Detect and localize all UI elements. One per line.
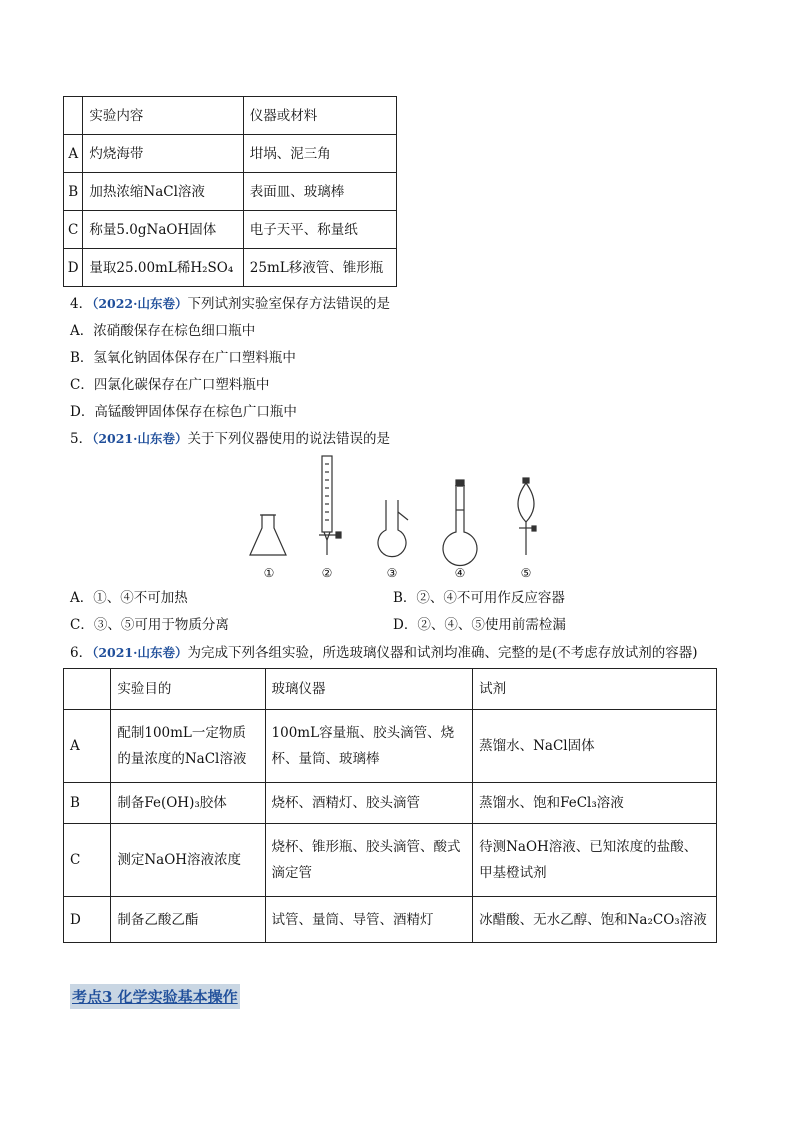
table-cell: 量取25.00mL稀H₂SO₄	[83, 249, 243, 287]
option-d: D．②、④、⑤使用前需检漏	[393, 617, 566, 633]
table-row	[64, 135, 397, 173]
table-cell: 烧杯、酒精灯、胶头滴管	[265, 783, 473, 824]
conical-flask-icon	[250, 515, 286, 555]
question-source: （2021·山东卷）	[92, 431, 188, 446]
question-text: 下列试剂实验室保存方法错误的是	[187, 296, 390, 312]
distilling-flask-icon	[378, 500, 408, 557]
table-cell: A	[64, 710, 111, 783]
option-a: A．①、④不可加热	[70, 590, 188, 606]
question-4-stem	[70, 292, 390, 312]
question-source: （2021·山东卷）	[92, 645, 188, 660]
option-c: C．四氯化碳保存在广口塑料瓶中	[70, 377, 270, 393]
table-cell: 测定NaOH溶液浓度	[111, 824, 265, 897]
table-cell	[64, 669, 111, 710]
question-number: 5．	[70, 431, 93, 447]
table-header-cell: 实验内容	[83, 97, 243, 135]
table-row	[64, 173, 397, 211]
table-row	[64, 783, 717, 824]
table-cell	[64, 97, 83, 135]
table-cell: C	[64, 824, 111, 897]
table-cell: 试管、量筒、导管、酒精灯	[265, 897, 473, 943]
figure-label-2: ②	[321, 566, 333, 580]
table-cell: 冰醋酸、无水乙醇、饱和Na₂CO₃溶液	[473, 897, 717, 943]
table-header-cell: 试剂	[473, 669, 717, 710]
table-row	[64, 211, 397, 249]
table-cell: B	[64, 783, 111, 824]
table-cell: 蒸馏水、饱和FeCl₃溶液	[473, 783, 717, 824]
table-cell: 电子天平、称量纸	[243, 211, 396, 249]
question-text: 为完成下列各组实验，所选玻璃仪器和试剂均准确、完整的是(不考虑存放试剂的容器)	[187, 645, 698, 661]
burette-icon	[319, 456, 341, 555]
option-b: B．氢氧化钠固体保存在广口塑料瓶中	[70, 350, 296, 366]
table-cell: 蒸馏水、NaCl固体	[473, 710, 717, 783]
option-a: A．浓硝酸保存在棕色细口瓶中	[70, 323, 256, 339]
section-heading: 考点3 化学实验基本操作	[70, 984, 240, 1009]
table-row	[64, 97, 397, 135]
table-cell: 坩埚、泥三角	[243, 135, 396, 173]
table-cell: 待测NaOH溶液、已知浓度的盐酸、甲基橙试剂	[473, 824, 717, 897]
figure-label-3: ③	[386, 566, 398, 580]
table-cell: 配制100mL一定物质的量浓度的NaCl溶液	[111, 710, 265, 783]
table-row	[64, 824, 717, 897]
table-cell: 表面皿、玻璃棒	[243, 173, 396, 211]
table-cell: 制备Fe(OH)₃胶体	[111, 783, 265, 824]
figure-label-1: ①	[263, 566, 275, 580]
figure-label-5: ⑤	[520, 566, 532, 580]
table-cell: D	[64, 249, 83, 287]
question-6-stem	[70, 641, 698, 661]
table-cell: A	[64, 135, 83, 173]
table-row	[64, 669, 717, 710]
question-source: （2022·山东卷）	[92, 296, 188, 311]
table-row	[64, 710, 717, 783]
table-cell: 烧杯、锥形瓶、胶头滴管、酸式滴定管	[265, 824, 473, 897]
volumetric-flask-icon	[443, 480, 477, 566]
table-cell: D	[64, 897, 111, 943]
table-header-cell: 仪器或材料	[243, 97, 396, 135]
option-b: B．②、④不可用作反应容器	[393, 590, 565, 606]
table-row	[64, 897, 717, 943]
question-number: 6．	[70, 645, 93, 661]
option-d: D．高锰酸钾固体保存在棕色广口瓶中	[70, 404, 297, 420]
question-text: 关于下列仪器使用的说法错误的是	[187, 431, 390, 447]
table-2	[63, 668, 717, 943]
table-cell: 灼烧海带	[83, 135, 243, 173]
question-5-stem	[70, 427, 390, 447]
separatory-funnel-icon	[518, 478, 536, 555]
question-number: 4．	[70, 296, 93, 312]
apparatus-figure	[240, 450, 560, 585]
table-cell: 100mL容量瓶、胶头滴管、烧杯、量筒、玻璃棒	[265, 710, 473, 783]
table-cell: 称量5.0gNaOH固体	[83, 211, 243, 249]
table-cell: C	[64, 211, 83, 249]
table-header-cell: 实验目的	[111, 669, 265, 710]
table-cell: 加热浓缩NaCl溶液	[83, 173, 243, 211]
table-cell: B	[64, 173, 83, 211]
table-1	[63, 96, 397, 287]
table-row	[64, 249, 397, 287]
table-cell: 制备乙酸乙酯	[111, 897, 265, 943]
table-header-cell: 玻璃仪器	[265, 669, 473, 710]
option-c: C．③、⑤可用于物质分离	[70, 617, 229, 633]
figure-label-4: ④	[454, 566, 466, 580]
table-cell: 25mL移液管、锥形瓶	[243, 249, 396, 287]
